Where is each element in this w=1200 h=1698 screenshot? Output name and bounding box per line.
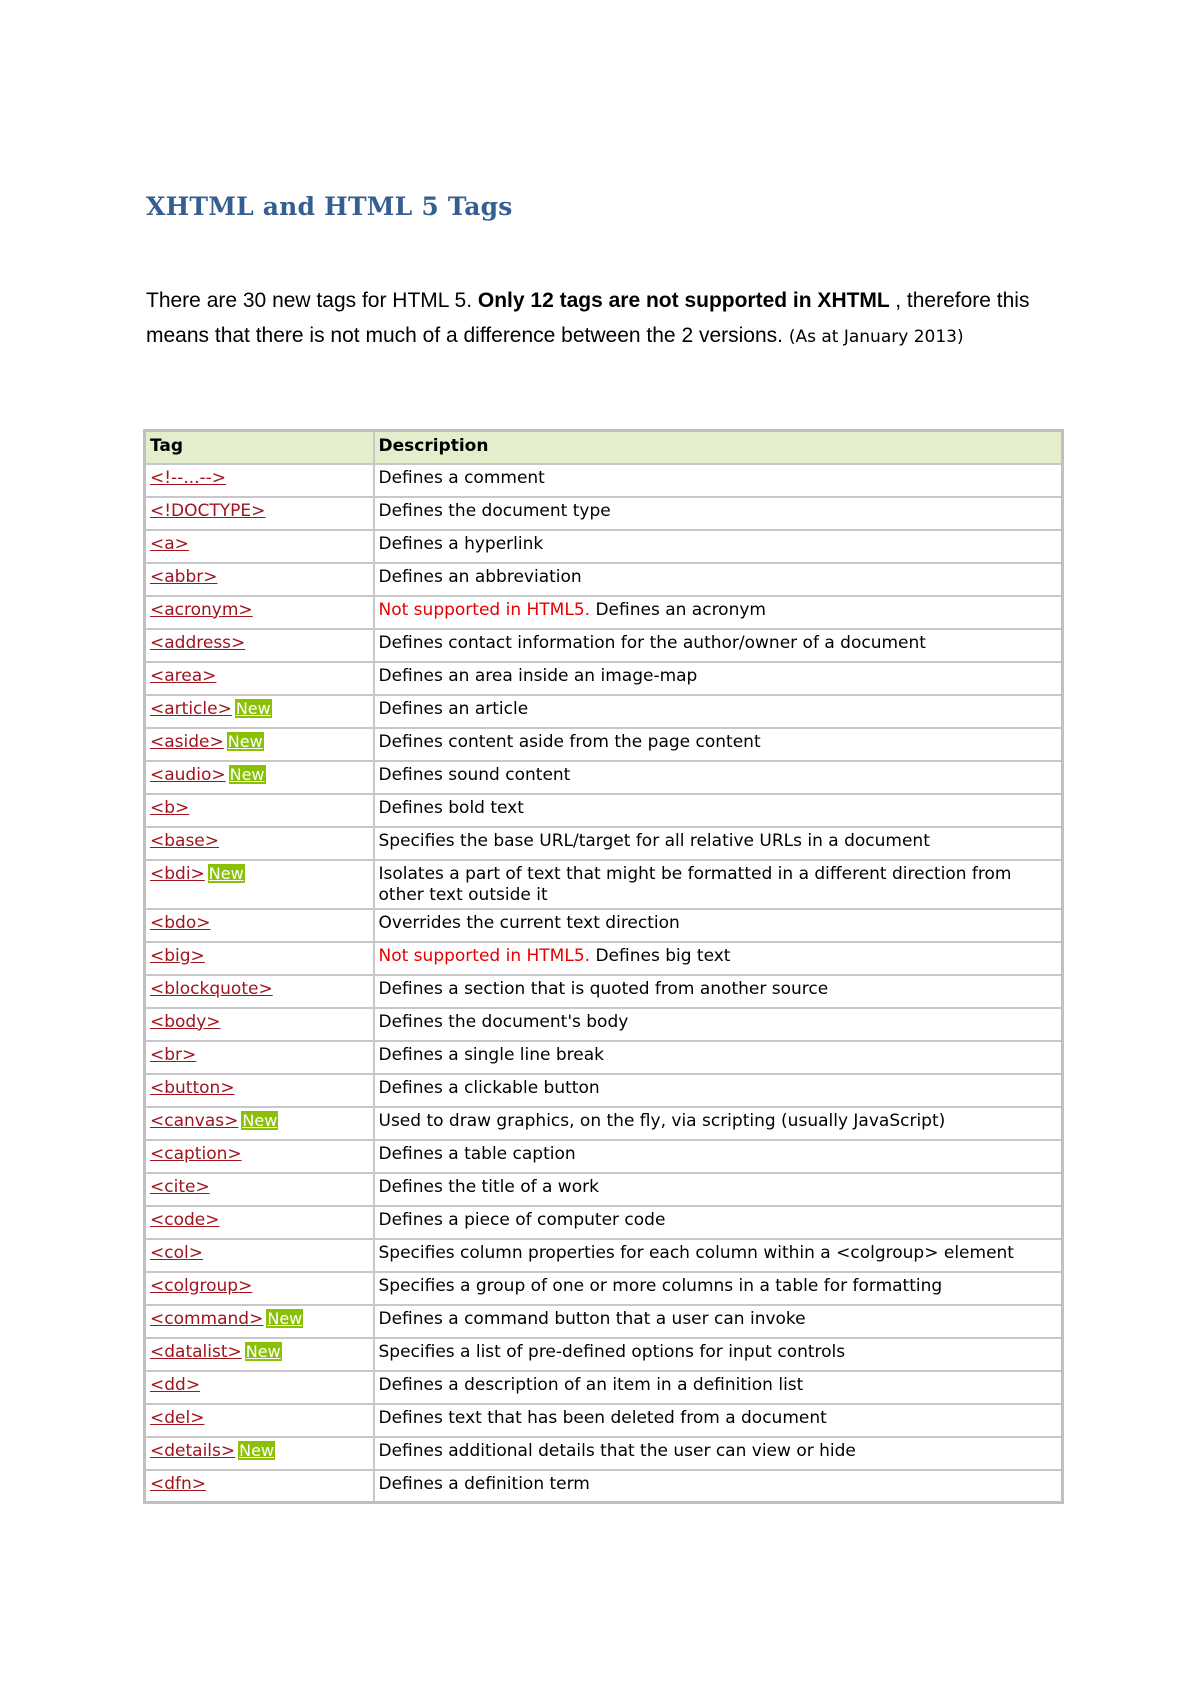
tag-cell (145, 629, 374, 662)
description-cell (374, 728, 1063, 761)
description-cell (374, 1074, 1063, 1107)
tag-cell (145, 1404, 374, 1437)
description-text: Defines big text (595, 945, 731, 966)
table-row (145, 728, 1063, 761)
tag-link[interactable]: <datalist> (150, 1341, 242, 1362)
description-cell (374, 975, 1063, 1008)
tag-cell (145, 1140, 374, 1173)
description-cell (374, 942, 1063, 975)
tag-link[interactable]: <area> (150, 665, 217, 686)
table-row (145, 662, 1063, 695)
tag-link[interactable]: <dfn> (150, 1473, 207, 1494)
table-row (145, 1041, 1063, 1074)
new-badge: New (227, 731, 263, 751)
description-text: Defines text that has been deleted from a document (378, 1407, 827, 1428)
description-cell (374, 596, 1063, 629)
tag-cell (145, 1206, 374, 1239)
description-cell (374, 1206, 1063, 1239)
tag-cell (145, 530, 374, 563)
tag-link[interactable]: <base> (150, 830, 220, 851)
description-cell (374, 909, 1063, 942)
not-supported-note: Not supported in HTML5. (378, 599, 591, 620)
table-row (145, 794, 1063, 827)
intro-bold-text: Only 12 tags are not supported in XHTML (477, 289, 896, 312)
description-cell (374, 1239, 1063, 1272)
description-cell (374, 629, 1063, 662)
description-text: Specifies column properties for each column within a <colgroup> element (378, 1242, 1014, 1263)
tag-cell (145, 1305, 374, 1338)
table-row (145, 1272, 1063, 1305)
description-text: Defines an acronym (595, 599, 766, 620)
table-row (145, 1470, 1063, 1503)
description-cell (374, 1140, 1063, 1173)
tag-cell (145, 1239, 374, 1272)
tag-link[interactable]: <details> (150, 1440, 236, 1461)
description-cell (374, 662, 1063, 695)
tag-cell (145, 596, 374, 629)
table-row (145, 1371, 1063, 1404)
description-text: Defines a definition term (378, 1473, 590, 1494)
description-cell (374, 1305, 1063, 1338)
header-description: Description (374, 431, 1063, 464)
tag-link[interactable]: <b> (150, 797, 190, 818)
table-row (145, 464, 1063, 497)
tag-link[interactable]: <abbr> (150, 566, 218, 587)
table-row (145, 860, 1063, 909)
description-text: Defines contact information for the author/owner of a document (378, 632, 926, 653)
tag-link[interactable]: <body> (150, 1011, 221, 1032)
tag-link[interactable]: <article> (150, 698, 232, 719)
table-row (145, 1305, 1063, 1338)
tag-link[interactable]: <a> (150, 533, 189, 554)
description-cell (374, 1272, 1063, 1305)
tag-link[interactable]: <caption> (150, 1143, 242, 1164)
new-badge: New (208, 863, 244, 883)
table-row (145, 1173, 1063, 1206)
table-row (145, 1140, 1063, 1173)
tags-table (143, 429, 1064, 1504)
description-text: Defines an area inside an image-map (378, 665, 698, 686)
description-cell (374, 1107, 1063, 1140)
table-row (145, 1338, 1063, 1371)
description-cell (374, 1437, 1063, 1470)
new-badge: New (235, 698, 271, 718)
header-tag: Tag (145, 431, 374, 464)
description-text: Defines an article (378, 698, 529, 719)
description-text: Used to draw graphics, on the fly, via scripting (usually JavaScript) (378, 1110, 946, 1131)
description-cell (374, 1404, 1063, 1437)
description-cell (374, 464, 1063, 497)
description-cell (374, 827, 1063, 860)
description-cell (374, 530, 1063, 563)
intro-date-note: (As at January 2013) (788, 327, 964, 347)
description-text: Defines sound content (378, 764, 571, 785)
tag-link[interactable]: <big> (150, 945, 205, 966)
table-row (145, 1206, 1063, 1239)
description-cell (374, 695, 1063, 728)
description-text: Defines a piece of computer code (378, 1209, 666, 1230)
description-text: Defines a command button that a user can invoke (378, 1308, 806, 1329)
table-body (145, 464, 1063, 1503)
tag-link[interactable]: <canvas> (150, 1110, 239, 1131)
description-cell (374, 1173, 1063, 1206)
tag-cell (145, 1107, 374, 1140)
tag-link[interactable]: <audio> (150, 764, 226, 785)
new-badge: New (229, 764, 265, 784)
tag-cell (145, 497, 374, 530)
tag-link[interactable]: <command> (150, 1308, 264, 1329)
page-title: XHTML and HTML 5 Tags (146, 192, 513, 221)
description-cell (374, 1041, 1063, 1074)
tag-cell (145, 1173, 374, 1206)
new-badge: New (239, 1440, 275, 1460)
tag-cell (145, 1437, 374, 1470)
intro-text-continued: , therefore this means that there is not much of a difference between the 2 versions. (146, 289, 1030, 347)
tag-link[interactable]: <button> (150, 1077, 235, 1098)
tag-link[interactable]: <del> (150, 1407, 205, 1428)
new-badge: New (242, 1110, 278, 1130)
description-cell (374, 761, 1063, 794)
description-text: Defines a section that is quoted from another source (378, 978, 829, 999)
tag-cell (145, 794, 374, 827)
intro-text: There are 30 new tags for HTML 5. (146, 289, 478, 312)
tag-cell (145, 1041, 374, 1074)
description-text: Defines content aside from the page content (378, 731, 761, 752)
not-supported-note: Not supported in HTML5. (378, 945, 591, 966)
description-cell (374, 1008, 1063, 1041)
description-text: Defines a clickable button (378, 1077, 600, 1098)
description-cell (374, 563, 1063, 596)
tag-cell (145, 464, 374, 497)
table-row (145, 1239, 1063, 1272)
tag-cell (145, 1470, 374, 1503)
tag-link[interactable]: <address> (150, 632, 246, 653)
description-text: Specifies a group of one or more columns in a table for formatting (378, 1275, 943, 1296)
description-text: Defines a table caption (378, 1143, 576, 1164)
table-row (145, 942, 1063, 975)
table-row (145, 1074, 1063, 1107)
tag-link[interactable]: <col> (150, 1242, 203, 1263)
tag-link[interactable]: <!DOCTYPE> (150, 500, 266, 521)
description-cell (374, 860, 1063, 909)
tag-cell (145, 563, 374, 596)
description-text: Defines additional details that the user can view or hide (378, 1440, 856, 1461)
tag-link[interactable]: <aside> (150, 731, 224, 752)
tag-cell (145, 761, 374, 794)
description-text: Specifies the base URL/target for all relative URLs in a document (378, 830, 930, 851)
new-badge: New (245, 1341, 281, 1361)
tag-link[interactable]: <dd> (150, 1374, 201, 1395)
description-text: Defines an abbreviation (378, 566, 582, 587)
table-row (145, 530, 1063, 563)
new-badge: New (267, 1308, 303, 1328)
description-text: Defines the title of a work (378, 1176, 599, 1197)
description-text: Defines a single line break (378, 1044, 605, 1065)
tag-link[interactable]: <bdi> (150, 863, 205, 884)
table-row (145, 497, 1063, 530)
tag-cell (145, 695, 374, 728)
description-cell (374, 1470, 1063, 1503)
description-text: Overrides the current text direction (378, 912, 680, 933)
tag-cell (145, 1074, 374, 1107)
description-text: Defines the document's body (378, 1011, 629, 1032)
description-cell (374, 497, 1063, 530)
tag-cell (145, 1272, 374, 1305)
table-row (145, 827, 1063, 860)
tag-link[interactable]: <cite> (150, 1176, 210, 1197)
tag-link[interactable]: <br> (150, 1044, 197, 1065)
description-text: Defines the document type (378, 500, 611, 521)
tag-cell (145, 1371, 374, 1404)
description-text: Defines a description of an item in a definition list (378, 1374, 804, 1395)
table-row (145, 909, 1063, 942)
table-row (145, 563, 1063, 596)
tag-link[interactable]: <colgroup> (150, 1275, 253, 1296)
table-row (145, 761, 1063, 794)
table-row (145, 1107, 1063, 1140)
tag-cell (145, 909, 374, 942)
description-cell (374, 794, 1063, 827)
table-row (145, 1437, 1063, 1470)
table-header-row (145, 431, 1063, 464)
tag-link[interactable]: <acronym> (150, 599, 253, 620)
tag-cell (145, 860, 374, 909)
tag-link[interactable]: <code> (150, 1209, 220, 1230)
tag-link[interactable]: <!--...--> (150, 467, 227, 488)
description-text: Defines a hyperlink (378, 533, 544, 554)
table-row (145, 629, 1063, 662)
description-cell (374, 1338, 1063, 1371)
table-row (145, 695, 1063, 728)
tag-cell (145, 827, 374, 860)
tag-cell (145, 975, 374, 1008)
intro-paragraph (146, 283, 1076, 355)
tag-cell (145, 1008, 374, 1041)
description-text: Defines a comment (378, 467, 545, 488)
description-text: Defines bold text (378, 797, 524, 818)
table-row (145, 1404, 1063, 1437)
table-row (145, 1008, 1063, 1041)
tag-cell (145, 728, 374, 761)
description-text: Isolates a part of text that might be formatted in a different direction from other text outside it (378, 863, 1012, 905)
table-row (145, 975, 1063, 1008)
description-text: Specifies a list of pre-defined options for input controls (378, 1341, 846, 1362)
tag-cell (145, 942, 374, 975)
table-row (145, 596, 1063, 629)
tag-cell (145, 662, 374, 695)
tag-link[interactable]: <blockquote> (150, 978, 273, 999)
tag-link[interactable]: <bdo> (150, 912, 211, 933)
description-cell (374, 1371, 1063, 1404)
tag-cell (145, 1338, 374, 1371)
